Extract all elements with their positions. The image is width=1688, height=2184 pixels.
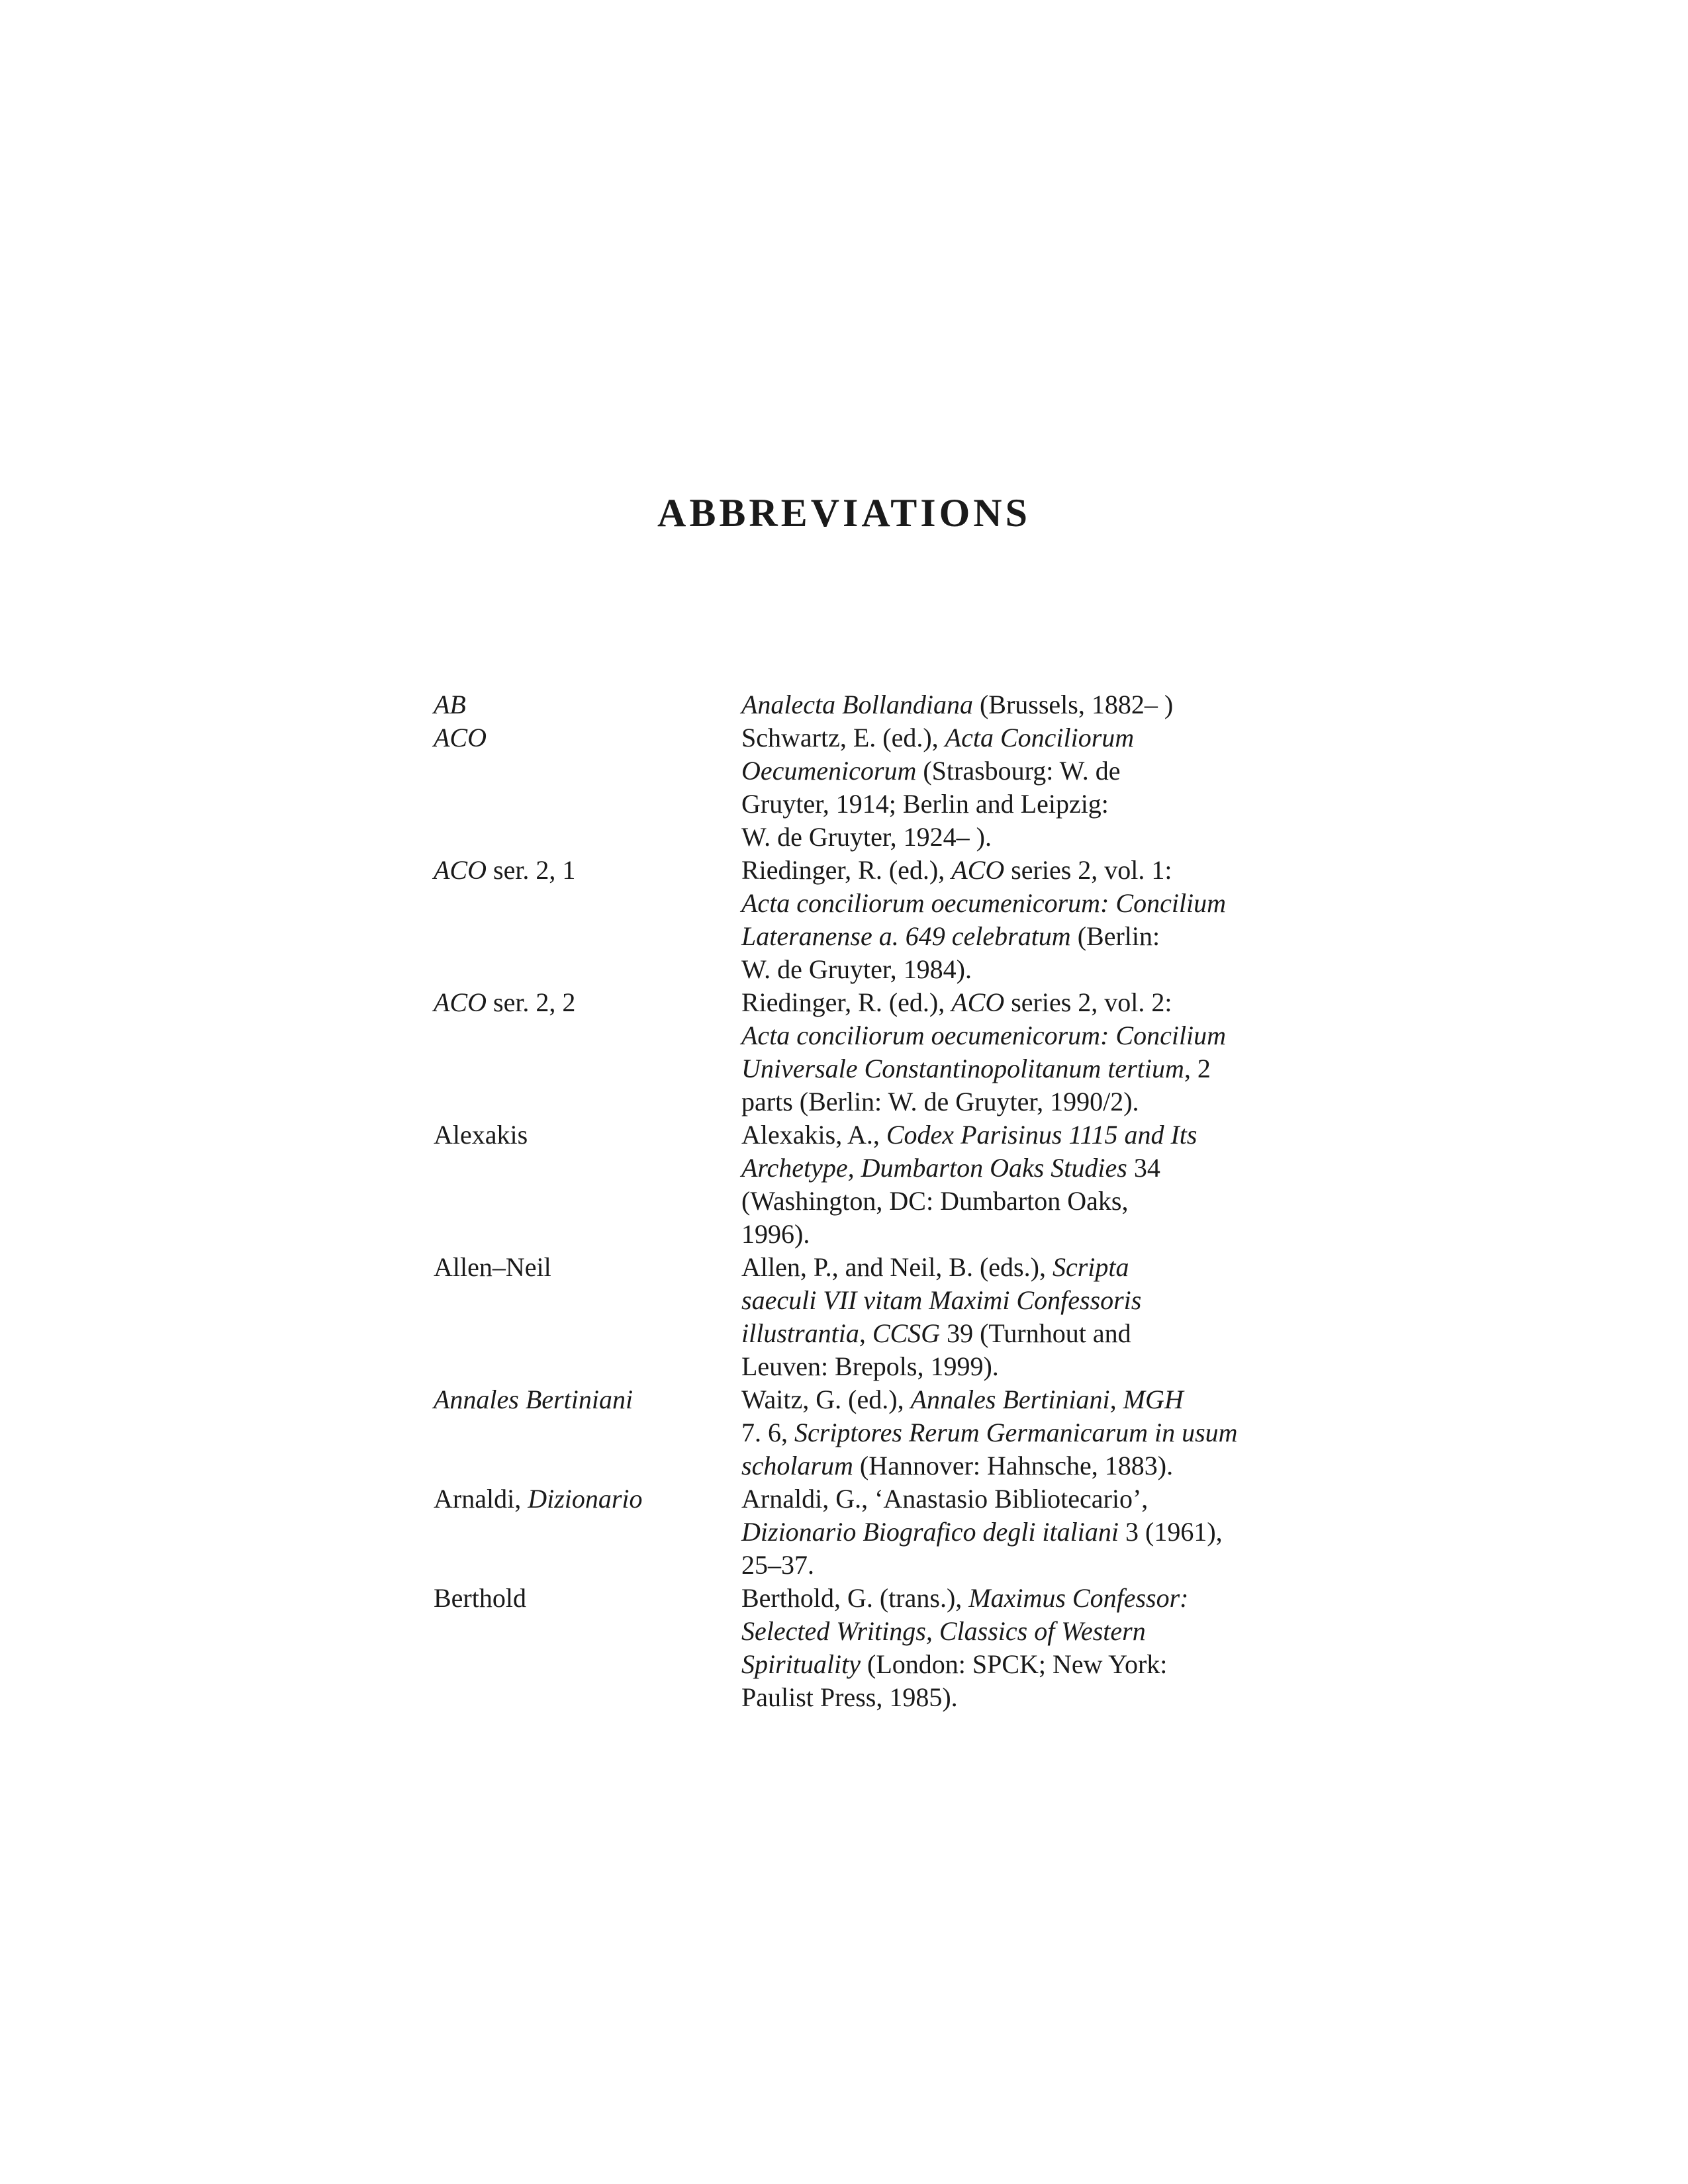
abbreviation-entry: [434, 1251, 1261, 1383]
text-segment: 25–37.: [741, 1550, 814, 1580]
definition-line: [741, 1449, 1244, 1482]
abbreviation-entry: [434, 1383, 1261, 1482]
text-segment: Berthold, G. (trans.),: [741, 1583, 969, 1613]
definition-line: [741, 688, 1244, 721]
definition-line: [741, 1582, 1244, 1615]
definition-line: [741, 1218, 1244, 1251]
definition-line: [741, 1185, 1244, 1218]
text-segment: Scriptores Rerum Germanicarum in usum: [794, 1418, 1238, 1447]
text-segment: Dizionario: [528, 1484, 643, 1514]
text-segment: Oecumenicorum: [741, 756, 917, 786]
text-segment: (Strasbourg: W. de: [916, 756, 1121, 786]
text-segment: parts (Berlin: W. de Gruyter, 1990/2).: [741, 1087, 1139, 1116]
text-segment: ACO: [434, 855, 487, 885]
abbreviation-definition: [741, 721, 1244, 854]
text-segment: ser. 2, 1: [487, 855, 576, 885]
abbreviation-entry: [434, 688, 1261, 721]
definition-line: [741, 986, 1244, 1019]
definition-line: [741, 1383, 1244, 1416]
definition-line: [741, 821, 1244, 854]
text-segment: (Washington, DC: Dumbarton Oaks,: [741, 1186, 1129, 1216]
definition-line: [741, 854, 1244, 887]
definition-line: [741, 754, 1244, 788]
text-segment: ACO: [434, 987, 487, 1017]
definition-line: [741, 1284, 1244, 1317]
definition-line: [741, 1085, 1244, 1118]
definition-line: [741, 1152, 1244, 1185]
definition-line: [741, 1350, 1244, 1383]
text-segment: Acta conciliorum oecumenicorum: Concilium: [741, 888, 1227, 918]
abbreviation-term: [434, 854, 741, 887]
text-segment: (Brussels, 1882– ): [972, 690, 1174, 719]
abbreviation-entry: [434, 1118, 1261, 1251]
abbreviation-term: [434, 1118, 741, 1152]
text-segment: saeculi VII vitam Maximi Confessoris: [741, 1285, 1142, 1315]
definition-line: [741, 1549, 1244, 1582]
text-segment: Spirituality: [741, 1649, 861, 1679]
definition-line: [741, 1615, 1244, 1648]
text-segment: 3 (1961),: [1119, 1517, 1223, 1547]
text-segment: scholarum: [741, 1451, 853, 1480]
text-segment: W. de Gruyter, 1984).: [741, 954, 972, 984]
text-segment: Acta Conciliorum: [945, 723, 1135, 752]
abbreviation-entry: [434, 1482, 1261, 1582]
abbreviation-definition: [741, 688, 1244, 721]
text-segment: Paulist Press, 1985).: [741, 1682, 958, 1712]
definition-line: [741, 1317, 1244, 1350]
abbreviation-entry: [434, 721, 1261, 854]
abbreviation-term: [434, 1482, 741, 1516]
definition-line: [741, 953, 1244, 986]
text-segment: series 2, vol. 1:: [1004, 855, 1172, 885]
definition-line: [741, 1482, 1244, 1516]
text-segment: Riedinger, R. (ed.),: [741, 855, 952, 885]
text-segment: Leuven: Brepols, 1999).: [741, 1351, 999, 1381]
abbreviation-definition: [741, 1383, 1244, 1482]
abbreviations-list: [434, 688, 1261, 1714]
text-segment: Arnaldi,: [434, 1484, 528, 1514]
abbreviation-definition: [741, 1582, 1244, 1714]
text-segment: W. de Gruyter, 1924– ).: [741, 822, 992, 852]
abbreviation-term: [434, 1251, 741, 1284]
text-segment: Annales Bertiniani, MGH: [910, 1385, 1184, 1414]
text-segment: ACO: [951, 987, 1005, 1017]
definition-line: [741, 788, 1244, 821]
text-segment: 39 (Turnhout and: [940, 1318, 1131, 1348]
text-segment: (London: SPCK; New York:: [861, 1649, 1168, 1679]
abbreviation-term: [434, 1582, 741, 1615]
abbreviation-term: [434, 1383, 741, 1416]
abbreviation-definition: [741, 1118, 1244, 1251]
text-segment: Universale Constantinopolitanum tertium,: [741, 1054, 1191, 1083]
abbreviation-term: [434, 688, 741, 721]
text-segment: Selected Writings, Classics of Western: [741, 1616, 1146, 1646]
abbreviation-definition: [741, 1482, 1244, 1582]
text-segment: 1996).: [741, 1219, 810, 1249]
definition-line: [741, 1019, 1244, 1052]
text-segment: illustrantia, CCSG: [741, 1318, 941, 1348]
definition-line: [741, 1118, 1244, 1152]
text-segment: Waitz, G. (ed.),: [741, 1385, 911, 1414]
text-segment: Berthold: [434, 1583, 526, 1613]
text-segment: Alexakis: [434, 1120, 528, 1150]
text-segment: (Hannover: Hahnsche, 1883).: [853, 1451, 1174, 1480]
text-segment: ser. 2, 2: [487, 987, 576, 1017]
definition-line: [741, 1516, 1244, 1549]
text-segment: Arnaldi, G., ‘Anastasio Bibliotecario’,: [741, 1484, 1149, 1514]
text-segment: Dizionario Biografico degli italiani: [741, 1517, 1119, 1547]
text-segment: 2: [1190, 1054, 1211, 1083]
text-segment: Maximus Confessor:: [968, 1583, 1189, 1613]
text-segment: Schwartz, E. (ed.),: [741, 723, 945, 752]
text-segment: ACO: [434, 723, 487, 752]
text-segment: Riedinger, R. (ed.),: [741, 987, 952, 1017]
abbreviation-term: [434, 721, 741, 754]
text-segment: Archetype, Dumbarton Oaks Studies: [741, 1153, 1127, 1183]
definition-line: [741, 1681, 1244, 1714]
definition-line: [741, 920, 1244, 953]
text-segment: Allen, P., and Neil, B. (eds.),: [741, 1252, 1053, 1282]
definition-line: [741, 1648, 1244, 1681]
definition-line: [741, 1416, 1244, 1449]
text-segment: series 2, vol. 2:: [1004, 987, 1172, 1017]
text-segment: Alexakis, A.,: [741, 1120, 886, 1150]
text-segment: (Berlin:: [1070, 921, 1160, 951]
abbreviation-definition: [741, 1251, 1244, 1383]
abbreviation-entry: [434, 986, 1261, 1118]
text-segment: Acta conciliorum oecumenicorum: Concilium: [741, 1021, 1227, 1050]
definition-line: [741, 1251, 1244, 1284]
text-segment: ACO: [951, 855, 1005, 885]
text-segment: Annales Bertiniani: [434, 1385, 633, 1414]
text-segment: Analecta Bollandiana: [741, 690, 973, 719]
text-segment: Scripta: [1052, 1252, 1129, 1282]
text-segment: AB: [434, 690, 466, 719]
text-segment: Codex Parisinus 1115 and Its: [886, 1120, 1197, 1150]
definition-line: [741, 721, 1244, 754]
abbreviation-entry: [434, 1582, 1261, 1714]
text-segment: Gruyter, 1914; Berlin and Leipzig:: [741, 789, 1109, 819]
abbreviation-entry: [434, 854, 1261, 986]
abbreviation-definition: [741, 854, 1244, 986]
abbreviation-definition: [741, 986, 1244, 1118]
text-segment: Allen–Neil: [434, 1252, 551, 1282]
abbreviation-term: [434, 986, 741, 1019]
definition-line: [741, 1052, 1244, 1085]
definition-line: [741, 887, 1244, 920]
page-title: ABBREVIATIONS: [657, 491, 1031, 535]
text-segment: Lateranense a. 649 celebratum: [741, 921, 1071, 951]
text-segment: 7. 6,: [741, 1418, 794, 1447]
text-segment: 34: [1127, 1153, 1160, 1183]
